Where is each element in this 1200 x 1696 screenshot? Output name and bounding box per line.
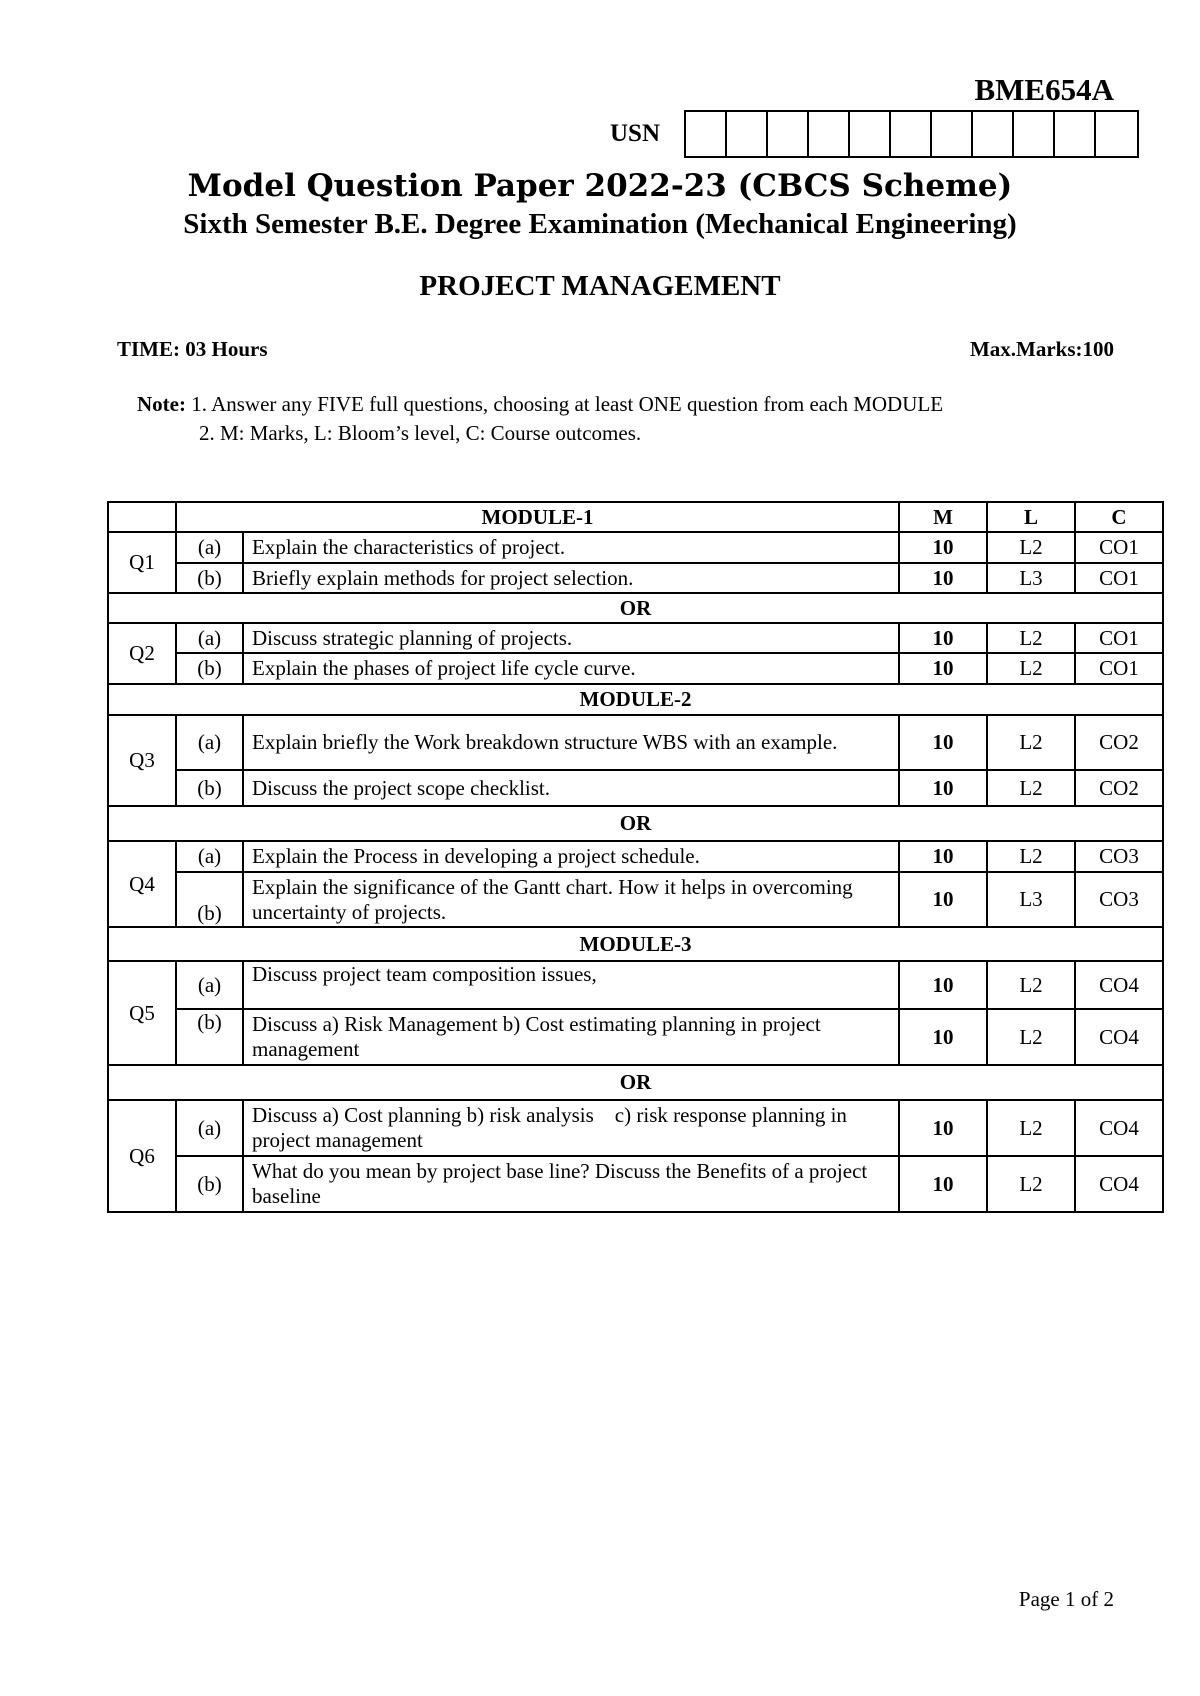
subject-title: PROJECT MANAGEMENT	[419, 270, 781, 302]
module-1-heading: MODULE-1	[176, 502, 899, 532]
question-number: Q5	[108, 961, 176, 1065]
sub-label: (b)	[176, 872, 243, 927]
note-label: Note:	[137, 392, 186, 416]
table-row	[108, 841, 1163, 872]
table-row	[108, 653, 1163, 684]
module-3-heading: MODULE-3	[108, 927, 1163, 961]
question-number: Q1	[108, 532, 176, 593]
page-number: Page 1 of 2	[1018, 1587, 1114, 1611]
question-text: Discuss a) Risk Management b) Cost estimating planning in project management	[243, 1009, 899, 1065]
table-row	[108, 715, 1163, 770]
outcome-value: CO2	[1075, 770, 1163, 806]
col-header-m: M	[899, 502, 987, 532]
or-label: OR	[108, 806, 1163, 841]
or-row	[108, 806, 1163, 841]
question-text: Discuss the project scope checklist.	[243, 770, 899, 806]
sub-label: (b)	[176, 563, 243, 593]
outcome-value: CO1	[1075, 563, 1163, 593]
usn-box	[1055, 112, 1096, 156]
sub-label: (b)	[176, 653, 243, 684]
table-header-row	[108, 502, 1163, 532]
or-row	[108, 593, 1163, 623]
outcome-value: CO4	[1075, 1156, 1163, 1212]
usn-box	[891, 112, 932, 156]
question-text: Explain the phases of project life cycle curve.	[243, 653, 899, 684]
course-code: BME654A	[974, 72, 1114, 107]
marks-value: 10	[899, 872, 987, 927]
usn-box	[768, 112, 809, 156]
col-header-l: L	[987, 502, 1075, 532]
level-value: L2	[987, 1009, 1075, 1065]
outcome-value: CO1	[1075, 623, 1163, 653]
level-value: L2	[987, 1156, 1075, 1212]
module-row	[108, 684, 1163, 715]
question-number: Q6	[108, 1100, 176, 1212]
marks-value: 10	[899, 532, 987, 563]
marks-value: 10	[899, 961, 987, 1009]
level-value: L2	[987, 961, 1075, 1009]
usn-box	[850, 112, 891, 156]
question-text: Briefly explain methods for project selection.	[243, 563, 899, 593]
question-text: Discuss a) Cost planning b) risk analysis c) risk response planning in project management	[243, 1100, 899, 1156]
question-text: Explain the characteristics of project.	[243, 532, 899, 563]
table-row	[108, 563, 1163, 593]
sub-label: (a)	[176, 841, 243, 872]
table-row	[108, 623, 1163, 653]
table-row	[108, 770, 1163, 806]
marks-value: 10	[899, 715, 987, 770]
usn-box	[686, 112, 727, 156]
sub-label: (b)	[176, 1009, 243, 1065]
or-label: OR	[108, 1065, 1163, 1100]
sub-label: (a)	[176, 623, 243, 653]
max-marks: Max.Marks:100	[969, 337, 1114, 361]
question-text: Discuss strategic planning of projects.	[243, 623, 899, 653]
sub-label: (b)	[176, 1156, 243, 1212]
level-value: L2	[987, 770, 1075, 806]
outcome-value: CO4	[1075, 1009, 1163, 1065]
module-row	[108, 927, 1163, 961]
level-value: L2	[987, 653, 1075, 684]
table-row	[108, 1009, 1163, 1065]
question-number: Q2	[108, 623, 176, 684]
usn-label: USN	[610, 120, 661, 147]
module-2-heading: MODULE-2	[108, 684, 1163, 715]
level-value: L3	[987, 872, 1075, 927]
or-label: OR	[108, 593, 1163, 623]
level-value: L2	[987, 1100, 1075, 1156]
level-value: L3	[987, 563, 1075, 593]
marks-value: 10	[899, 841, 987, 872]
marks-value: 10	[899, 1100, 987, 1156]
sub-label: (a)	[176, 532, 243, 563]
marks-value: 10	[899, 623, 987, 653]
question-text: Explain the significance of the Gantt chart. How it helps in overcoming uncertainty of projects.	[243, 872, 899, 927]
table-row	[108, 1100, 1163, 1156]
outcome-value: CO4	[1075, 961, 1163, 1009]
exam-time: TIME: 03 Hours	[117, 337, 268, 361]
level-value: L2	[987, 841, 1075, 872]
marks-value: 10	[899, 1009, 987, 1065]
marks-value: 10	[899, 1156, 987, 1212]
usn-box	[932, 112, 973, 156]
question-text: What do you mean by project base line? Discuss the Benefits of a project baseline	[243, 1156, 899, 1212]
col-header-c: C	[1075, 502, 1163, 532]
note-text-1: 1. Answer any FIVE full questions, choosing at least ONE question from each MODULE	[185, 392, 944, 416]
usn-row	[610, 110, 1139, 158]
marks-value: 10	[899, 770, 987, 806]
paper-title: Model Question Paper 2022-23 (CBCS Scheme)	[187, 168, 1013, 204]
outcome-value: CO3	[1075, 841, 1163, 872]
usn-box	[1096, 112, 1137, 156]
marks-value: 10	[899, 653, 987, 684]
sub-label: (a)	[176, 715, 243, 770]
table-row	[108, 1156, 1163, 1212]
table-row	[108, 532, 1163, 563]
usn-box	[973, 112, 1014, 156]
level-value: L2	[987, 623, 1075, 653]
outcome-value: CO1	[1075, 532, 1163, 563]
sub-label: (a)	[176, 961, 243, 1009]
level-value: L2	[987, 715, 1075, 770]
note-line-1	[137, 392, 943, 417]
outcome-value: CO3	[1075, 872, 1163, 927]
sub-label: (b)	[176, 770, 243, 806]
outcome-value: CO4	[1075, 1100, 1163, 1156]
outcome-value: CO1	[1075, 653, 1163, 684]
question-text: Discuss project team composition issues,	[243, 961, 899, 1009]
or-row	[108, 1065, 1163, 1100]
marks-value: 10	[899, 563, 987, 593]
usn-box	[727, 112, 768, 156]
sub-label: (a)	[176, 1100, 243, 1156]
note-line-2: 2. M: Marks, L: Bloom’s level, C: Course outcomes.	[199, 421, 642, 445]
table-row	[108, 872, 1163, 927]
usn-box	[1014, 112, 1055, 156]
question-number: Q4	[108, 841, 176, 927]
question-table	[107, 501, 1164, 1213]
question-number: Q3	[108, 715, 176, 806]
usn-boxes	[684, 110, 1139, 158]
question-text: Explain briefly the Work breakdown structure WBS with an example.	[243, 715, 899, 770]
usn-box	[809, 112, 850, 156]
table-row	[108, 961, 1163, 1009]
question-text: Explain the Process in developing a project schedule.	[243, 841, 899, 872]
level-value: L2	[987, 532, 1075, 563]
outcome-value: CO2	[1075, 715, 1163, 770]
header-blank	[108, 502, 176, 532]
exam-title: Sixth Semester B.E. Degree Examination (Mechanical Engineering)	[183, 208, 1017, 240]
